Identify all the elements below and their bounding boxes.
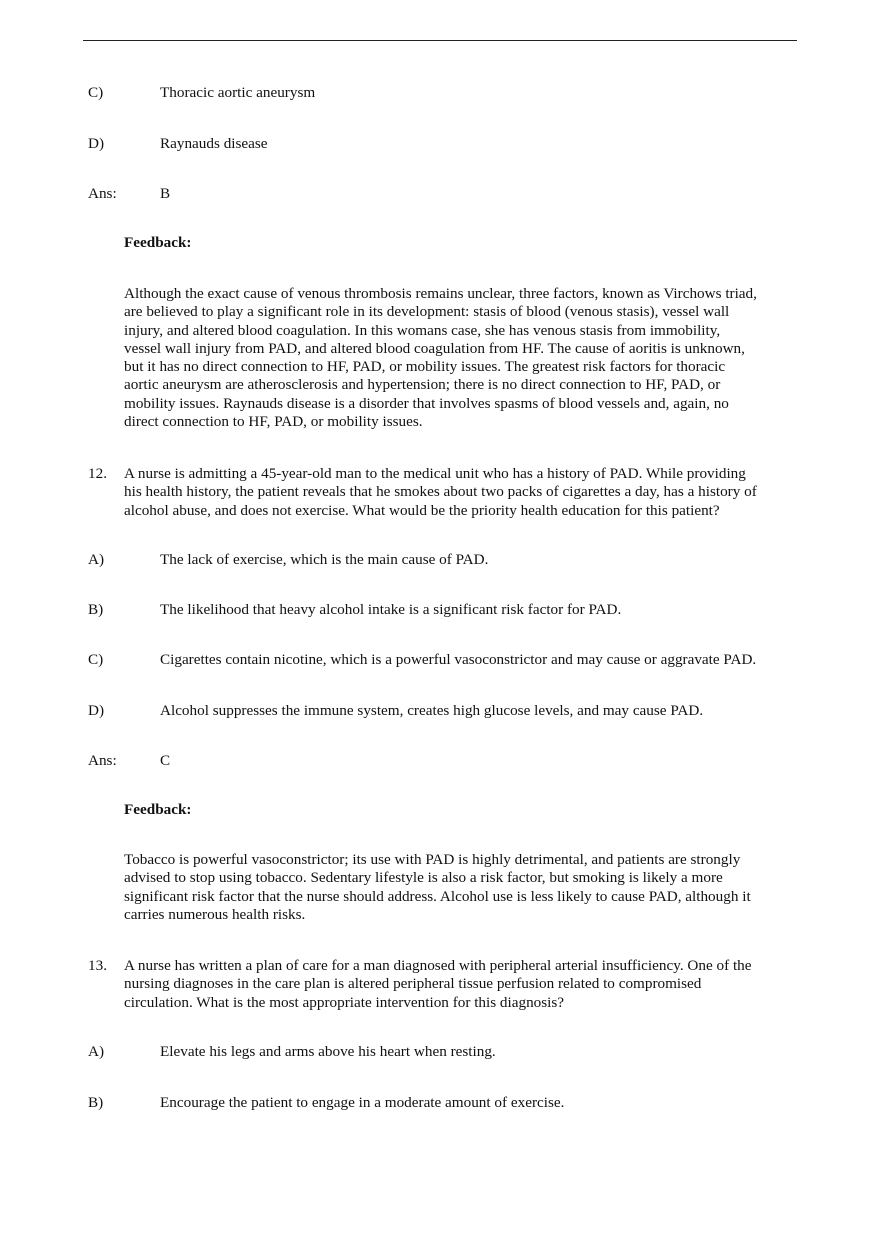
option-label: D) [88,702,105,719]
feedback-line: vessel wall injury from PAD, and altered blood coagulation from HF. The cause of aoritis is unknown, [124,339,745,357]
question-number: 13. [88,957,107,974]
feedback-line: advised to stop using tobacco. Sedentary lifestyle is also a risk factor, but smoking is likely a more [124,869,723,887]
question-line: his health history, the patient reveals that he smokes about two packs of cigarettes a day, has a history of [124,483,757,501]
question-text [124,957,752,1012]
option-text: Encourage the patient to engage in a moderate amount of exercise. [160,1094,565,1111]
option-text: Alcohol suppresses the immune system, creates high glucose levels, and may cause PAD. [160,702,704,719]
option-text: The likelihood that heavy alcohol intake is a significant risk factor for PAD. [160,601,622,618]
header-rule [83,40,797,41]
feedback-line: but it has no direct connection to HF, PAD, or mobility issues. The greatest risk factors for thoracic [124,358,726,376]
option-label: B) [88,1094,104,1111]
feedback-line: carries numerous health risks. [124,905,306,923]
option-text: Raynauds disease [160,135,268,152]
feedback-line: injury, and altered blood coagulation. In this womans case, she has venous stasis from immobility, [124,321,721,339]
option-text: Cigarettes contain nicotine, which is a powerful vasoconstrictor and may cause or aggravate PAD. [160,651,757,668]
question-line: A nurse has written a plan of care for a man diagnosed with peripheral arterial insufficiency. One of the [124,957,752,974]
answer-label: Ans: [88,752,117,769]
option-label: C) [88,651,104,668]
answer-value: B [160,185,171,202]
question-line: nursing diagnoses in the care plan is altered peripheral tissue perfusion related to compromised [124,975,702,993]
option-text: Elevate his legs and arms above his heart when resting. [160,1043,496,1060]
question-line: alcohol abuse, and does not exercise. What would be the priority health education for this patient? [124,501,720,519]
answer-value: C [160,752,171,769]
option-label: A) [88,1043,105,1060]
feedback-text [124,285,757,431]
option-label: B) [88,601,104,618]
feedback-line: direct connection to HF, PAD, or mobility issues. [124,413,423,431]
feedback-line: significant risk factor that the nurse should address. Alcohol use is less likely to cause PAD, although it [124,887,751,905]
feedback-line: Although the exact cause of venous thrombosis remains unclear, three factors, known as Virchows triad, [124,285,757,302]
option-label: C) [88,84,104,101]
feedback-line: Tobacco is powerful vasoconstrictor; its use with PAD is highly detrimental, and patients are strongly [124,851,741,868]
question-line: circulation. What is the most appropriate intervention for this diagnosis? [124,993,565,1011]
question-line: A nurse is admitting a 45-year-old man to the medical unit who has a history of PAD. While providing [124,465,746,482]
option-label: D) [88,135,105,152]
answer-label: Ans: [88,185,117,202]
feedback-line: mobility issues. Raynauds disease is a disorder that involves spasms of blood vessels and, again, no [124,394,729,412]
option-text: Thoracic aortic aneurysm [160,84,316,101]
option-label: A) [88,551,105,568]
option-text: The lack of exercise, which is the main cause of PAD. [160,551,489,568]
feedback-line: aortic aneurysm are atherosclerosis and hypertension; there is no direct connection to HF, PAD, or [124,376,721,394]
feedback-heading: Feedback: [124,801,192,818]
feedback-line: are believed to play a significant role in its development: stasis of blood (venous stasis), vessel wall [124,303,730,321]
feedback-text [124,851,751,924]
feedback-heading: Feedback: [124,234,192,251]
question-number: 12. [88,465,107,482]
question-text [124,465,757,520]
